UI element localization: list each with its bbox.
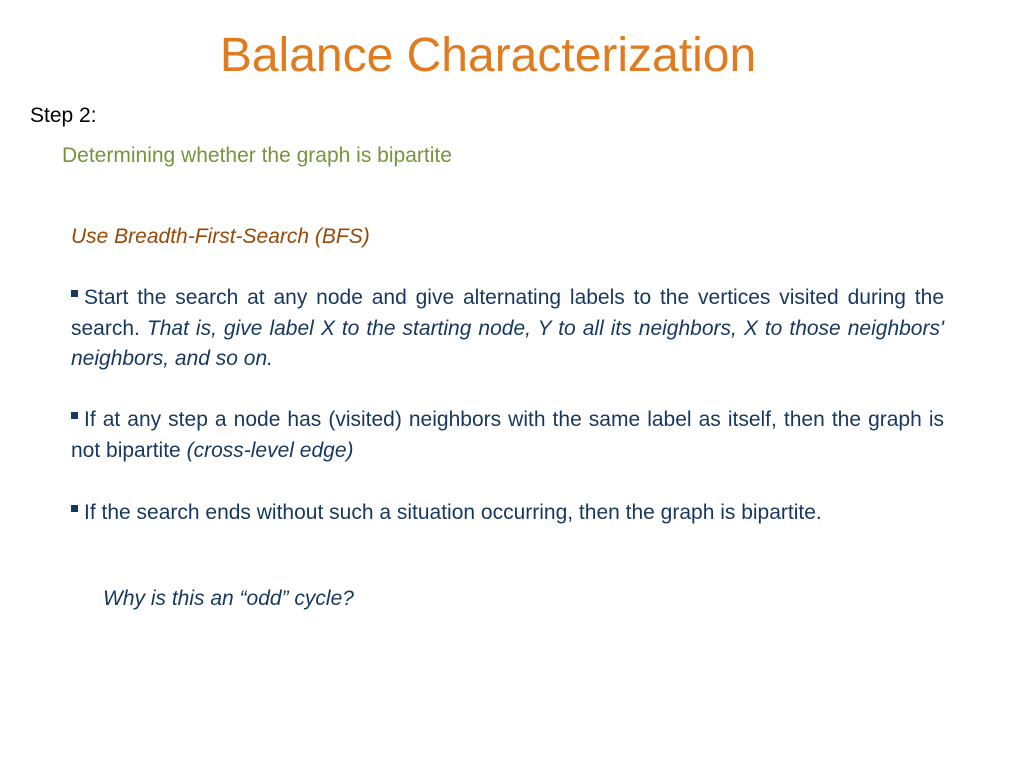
- page-title: Balance Characterization: [219, 29, 757, 82]
- bullet-text: If the search ends without such a situation occurring, then the graph is bipartite.: [84, 501, 822, 524]
- bullet-item-3: [71, 498, 944, 529]
- square-bullet-icon: [71, 290, 78, 297]
- bullet-item-2: [71, 405, 944, 466]
- step-label: Step 2:: [30, 104, 97, 127]
- subheading: Determining whether the graph is bipartite: [62, 144, 452, 167]
- bullet-item-1: [71, 283, 944, 375]
- bullet-text: Start the search at any node and give alternating labels to the vertices visited during the search.: [71, 286, 944, 340]
- method-heading: Use Breadth-First-Search (BFS): [71, 225, 370, 248]
- bullet-italic-text: (cross-level edge): [186, 438, 354, 462]
- square-bullet-icon: [71, 412, 78, 419]
- question-text: Why is this an “odd” cycle?: [103, 587, 354, 610]
- square-bullet-icon: [71, 505, 78, 512]
- bullet-text: If at any step a node has (visited) neighbors with the same label as itself, then the graph is not bipartite: [71, 408, 944, 462]
- bullet-italic-text: That is, give label X to the starting node, Y to all its neighbors, X to those neighbors' neighbors, and so on.: [71, 316, 944, 370]
